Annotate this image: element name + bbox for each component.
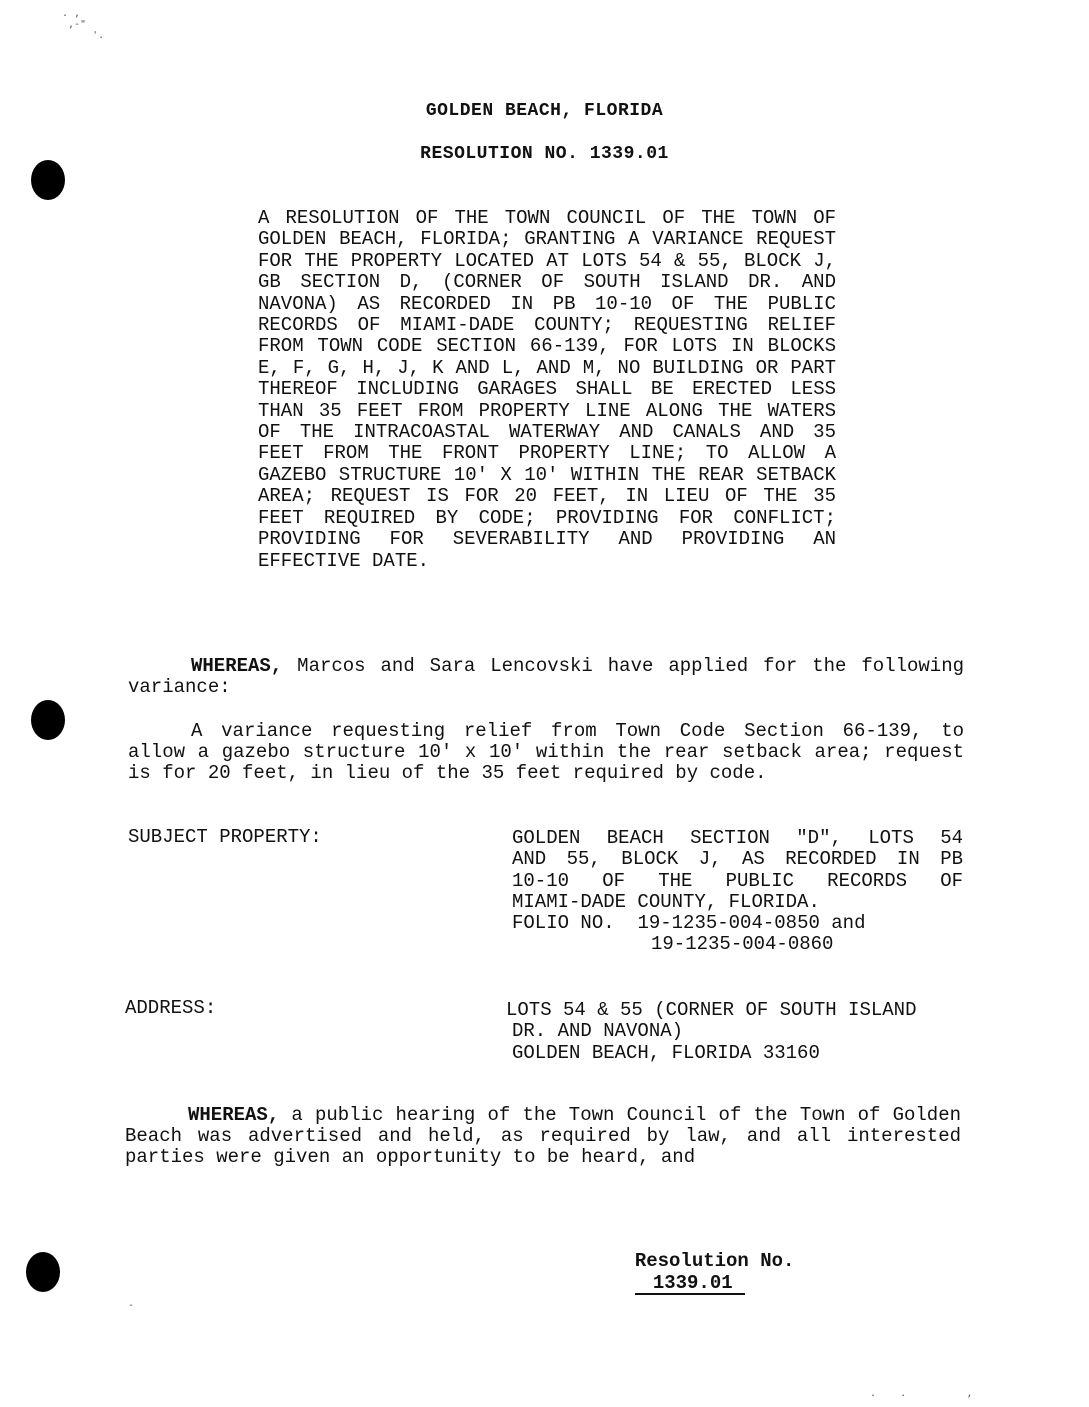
whereas-keyword: WHEREAS, (188, 1104, 280, 1126)
subject-property-description (512, 828, 963, 956)
whereas-applicants-paragraph (128, 656, 964, 698)
whereas-applicants-text: Marcos and Sara Lencovski have applied for the following variance: (128, 655, 964, 698)
document-resolution-heading: RESOLUTION NO. 1339.01 (420, 144, 669, 164)
address-line: DR. AND NAVONA) (512, 1020, 684, 1043)
subject-property-line: GOLDEN BEACH SECTION "D", LOTS 54 (512, 827, 963, 849)
address-line: LOTS 54 & 55 (CORNER OF SOUTH ISLAND (506, 999, 917, 1021)
folio-label: FOLIO NO. (512, 912, 615, 935)
punch-hole-3 (26, 1252, 60, 1292)
address-description (506, 1000, 916, 1064)
punch-hole-1 (31, 160, 65, 200)
address-line: GOLDEN BEACH, FLORIDA 33160 (512, 1041, 820, 1064)
scan-speck: - (128, 1300, 135, 1311)
variance-description: A variance requesting relief from Town Code Section 66-139, to allow a gazebo structure 10' x 10' within the rear setback area; request is for 20 feet, in lieu of the 35 feet required by code. (128, 720, 964, 784)
subject-property-line: AND 55, BLOCK J, AS RECORDED IN PB (512, 848, 963, 871)
address-label: ADDRESS: (125, 997, 217, 1019)
scan-speck: . . , (870, 1388, 973, 1399)
footer-resolution-number (612, 1228, 794, 1295)
footer-resolution-value: 1339.01 (635, 1273, 745, 1295)
scan-speck: . , ,-" '. (62, 8, 105, 41)
whereas-hearing-text: a public hearing of the Town Council of the Town of Golden Beach was advertised and held, as required by law, and all interested parties were given an opportunity to be heard, and (125, 1104, 962, 1168)
footer-resolution-label: Resolution No. (634, 1250, 795, 1272)
whereas-hearing-paragraph (125, 1105, 961, 1168)
folio-number: 19-1235-004-0860 (651, 933, 834, 956)
subject-property-line: 10-10 OF THE PUBLIC RECORDS OF (512, 869, 963, 892)
folio-line (512, 913, 963, 934)
folio-number: 19-1235-004-0850 and (637, 912, 866, 935)
resolution-summary: A RESOLUTION OF THE TOWN COUNCIL OF THE TOWN OF GOLDEN BEACH, FLORIDA; GRANTING A VARIANCE REQUEST FOR THE PROPERTY LOCATED AT LOTS 54 & 55, BLOCK J, GB SECTION D, (CORNER OF SOUTH ISLAND DR. AND NAVONA) AS RECORDED IN PB 10-10 OF THE PUBLIC RECORDS OF MIAMI-DADE COUNTY; REQUESTING RELIEF FROM TOWN CODE SECTION 66-139, FOR LOTS IN BLOCKS E, F, G, H, J, K AND L, AND M, NO BUILDING OR PART THEREOF INCLUDING GARAGES SHALL BE ERECTED LESS THAN 35 FEET FROM PROPERTY LINE ALONG THE WATERS OF THE INTRACOASTAL WATERWAY AND CANALS AND 35 FEET FROM THE FRONT PROPERTY LINE; TO ALLOW A GAZEBO STRUCTURE 10' X 10' WITHIN THE REAR SETBACK AREA; REQUEST IS FOR 20 FEET, IN LIEU OF THE 35 FEET REQUIRED BY CODE; PROVIDING FOR CONFLICT; PROVIDING FOR SEVERABILITY AND PROVIDING AN EFFECTIVE DATE. (258, 207, 836, 572)
document-place-heading: GOLDEN BEACH, FLORIDA (425, 101, 664, 121)
subject-property-label: SUBJECT PROPERTY: (128, 826, 322, 848)
whereas-keyword: WHEREAS, (191, 655, 283, 677)
punch-hole-2 (31, 700, 65, 740)
subject-property-line: MIAMI-DADE COUNTY, FLORIDA. (512, 890, 820, 913)
